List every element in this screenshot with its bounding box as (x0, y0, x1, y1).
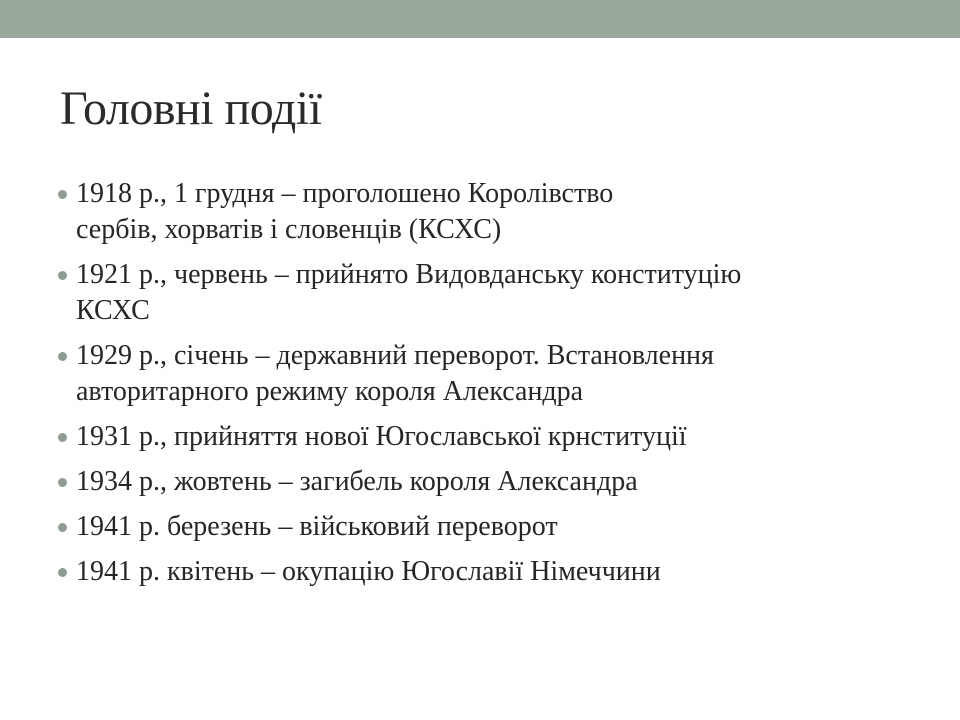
list-item (58, 554, 908, 590)
list-item (58, 419, 908, 455)
bullet-dot-icon (58, 523, 67, 532)
bullet-dot-icon (58, 433, 67, 442)
list-item (58, 257, 908, 329)
bullet-line: 1934 р., жовтень – загибель короля Александра (76, 466, 638, 497)
slide-title: Головні події (60, 82, 322, 135)
bullet-dot-icon (58, 568, 67, 577)
bullet-line: сербів, хорватів і словенців (КСХС) (76, 214, 502, 245)
list-item (58, 464, 908, 500)
list-item (58, 338, 908, 410)
bullet-dot-icon (58, 352, 67, 361)
bullet-line: 1921 р., червень – прийнято Видовданську конституцію (76, 259, 742, 290)
bullet-line: 1918 р., 1 грудня – проголошено Королівство (76, 178, 614, 209)
bullet-dot-icon (58, 271, 67, 280)
top-accent-bar (0, 0, 960, 38)
bullet-dot-icon (58, 478, 67, 487)
list-item (58, 176, 908, 248)
bullet-dot-icon (58, 190, 67, 199)
bullet-line: 1941 р. квітень – окупацію Югославії Німеччини (76, 556, 661, 587)
bullet-line: 1931 р., прийняття нової Югославської крнституції (76, 421, 687, 452)
events-list (58, 176, 908, 599)
bullet-line: КСХС (76, 295, 150, 326)
bullet-line: 1941 р. березень – військовий переворот (76, 511, 558, 542)
bullet-line: 1929 р., січень – державний переворот. Встановлення (76, 340, 714, 371)
bullet-line: авторитарного режиму короля Александра (76, 376, 584, 407)
list-item (58, 509, 908, 545)
